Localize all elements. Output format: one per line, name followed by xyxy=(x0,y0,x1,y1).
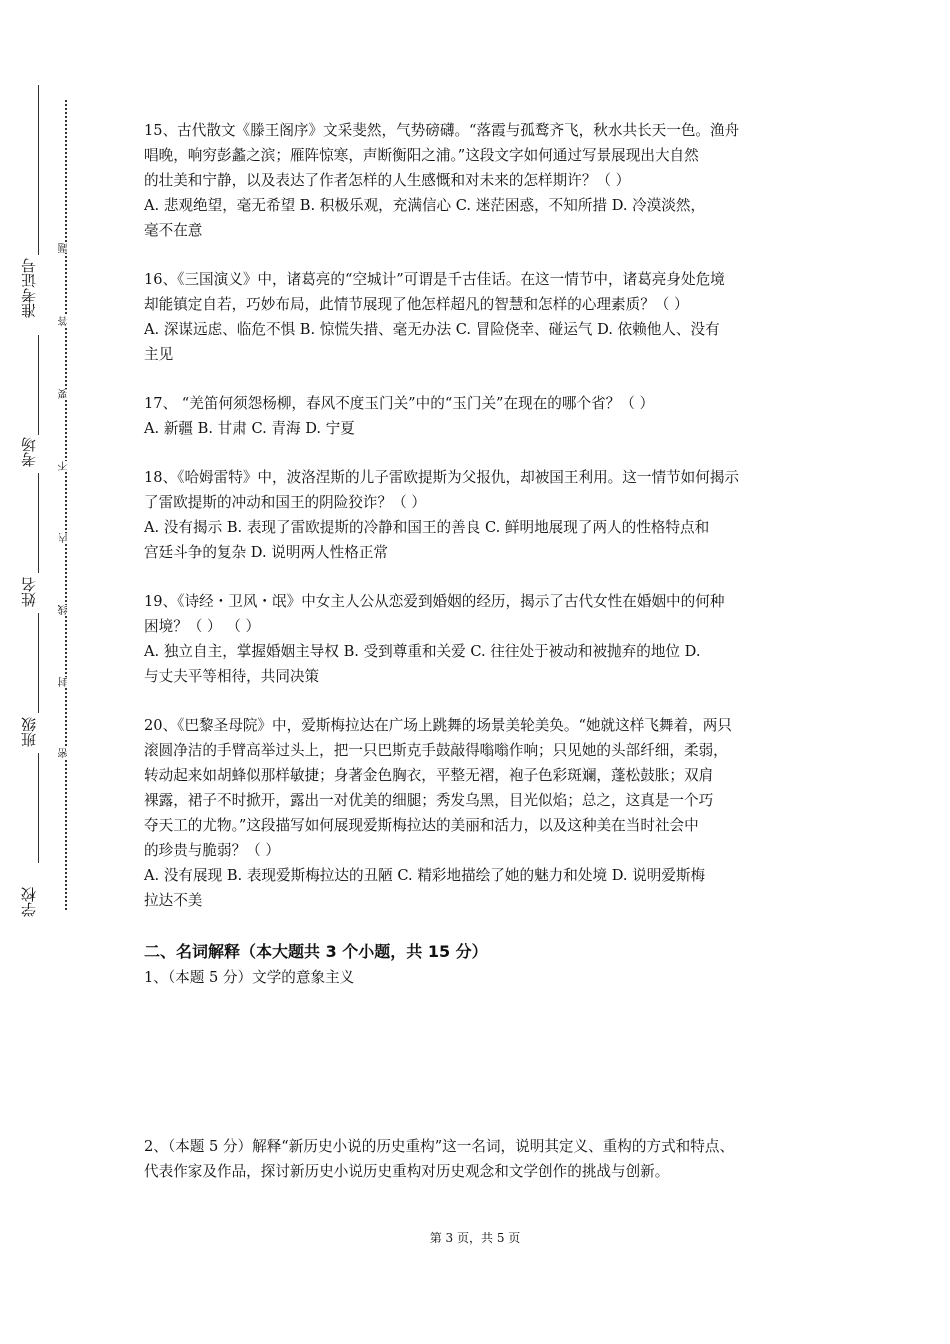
question-options: A. 深谋远虑、临危不惧 B. 惊慌失措、毫无办法 C. 冒险侥幸、碰运气 D. 依赖他人、没有 xyxy=(144,321,720,338)
field-label-exam-room: 考场 xyxy=(20,437,38,467)
term-question-2 xyxy=(144,1134,814,1184)
question-line: 17、 “羌笛何须怨杨柳，春风不度玉门关”中的“玉门关”在现在的哪个省？（ ） xyxy=(144,395,655,412)
field-label-class: 班级 xyxy=(20,717,38,747)
answer-space xyxy=(144,990,814,1134)
seal-char: 答 xyxy=(59,316,70,326)
question-line: 20、《巴黎圣母院》中，爱斯梅拉达在广场上跳舞的场景美轮美奂。“她就这样飞舞着，两只 xyxy=(144,717,732,734)
question-15 xyxy=(144,118,814,243)
question-18 xyxy=(144,465,814,565)
question-line: 的珍贵与脆弱？（ ） xyxy=(144,842,280,859)
question-options: A. 新疆 B. 甘肃 C. 青海 D. 宁夏 xyxy=(144,420,355,437)
question-17 xyxy=(144,391,814,441)
question-line: 16、《三国演义》中，诸葛亮的“空城计”可谓是千古佳话。在这一情节中，诸葛亮身处危境 xyxy=(144,271,725,288)
question-line: 19、《诗经・卫风・氓》中女主人公从恋爱到婚姻的经历，揭示了古代女性在婚姻中的何种 xyxy=(144,593,725,610)
question-line: 15、古代散文《滕王阁序》文采斐然，气势磅礴。“落霞与孤鹜齐飞，秋水共长天一色。渔舟 xyxy=(144,122,740,139)
field-label-school: 学校 xyxy=(20,887,38,917)
seal-char: 内 xyxy=(59,533,70,543)
field-label-exam-number: 准考证号 xyxy=(20,258,38,318)
question-line: 困境？（ ） （ ） xyxy=(144,618,261,635)
margin-line xyxy=(38,473,39,573)
question-options: 宫廷斗争的复杂 D. 说明两人性格正常 xyxy=(144,544,389,561)
seal-char: 不 xyxy=(59,461,70,471)
question-line: 2、（本题 5 分）解释“新历史小说的历史重构”这一名词，说明其定义、重构的方式和特点、 xyxy=(144,1138,735,1155)
question-line: 18、《哈姆雷特》中，波洛涅斯的儿子雷欧提斯为父报仇，却被国王利用。这一情节如何揭示 xyxy=(144,469,740,486)
question-options: A. 没有揭示 B. 表现了雷欧提斯的冷静和国王的善良 C. 鲜明地展现了两人的性格特点和 xyxy=(144,519,710,536)
question-line: 转动起来如胡蜂似那样敏捷；身著金色胸衣，平整无褶，袍子色彩斑斓，蓬松鼓胀；双肩 xyxy=(144,767,714,784)
exam-content xyxy=(144,118,814,1184)
question-options: 与丈夫平等相待，共同决策 xyxy=(144,668,320,685)
margin-line xyxy=(38,335,39,435)
term-question-1: 1、（本题 5 分）文学的意象主义 xyxy=(144,969,355,986)
margin-line xyxy=(38,753,39,863)
seal-char: 要 xyxy=(59,389,70,399)
seal-char: 题 xyxy=(59,243,70,253)
question-line: 裸露，裙子不时掀开，露出一对优美的细腿；秀发乌黑，目光似焰；总之，这真是一个巧 xyxy=(144,792,714,809)
question-line: 滚圆净洁的手臂高举过头上，把一只巴斯克手鼓敲得嗡嗡作响；只见她的头部纤细，柔弱， xyxy=(144,742,728,759)
question-options: 主见 xyxy=(144,346,174,363)
question-options: 毫不在意 xyxy=(144,222,203,239)
seal-char: 封 xyxy=(59,677,70,687)
seal-dotted-line xyxy=(65,100,71,910)
seal-char: 线 xyxy=(59,605,70,615)
question-options: A. 没有展现 B. 表现爱斯梅拉达的丑陋 C. 精彩地描绘了她的魅力和处境 D. 说明爱斯梅 xyxy=(144,867,706,884)
question-line: 的壮美和宁静，以及表达了作者怎样的人生感慨和对未来的怎样期许？（ ） xyxy=(144,172,631,189)
question-line: 唱晚，响穷彭蠡之滨；雁阵惊寒，声断衡阳之浦。”这段文字如何通过写景展现出大自然 xyxy=(144,147,699,164)
question-20 xyxy=(144,713,814,913)
question-options: A. 悲观绝望，毫无希望 B. 积极乐观，充满信心 C. 迷茫困惑，不知所措 D. 冷漠淡然， xyxy=(144,197,706,214)
question-options: 拉达不美 xyxy=(144,892,203,909)
seal-char: 密 xyxy=(59,748,70,758)
question-line: 了雷欧提斯的冲动和国王的阴险狡诈？（ ） xyxy=(144,494,426,511)
margin-line xyxy=(38,85,39,255)
field-label-name: 姓名 xyxy=(20,577,38,607)
section-title: 二、名词解释（本大题共 3 个小题，共 15 分） xyxy=(144,942,488,961)
question-line: 代表作家及作品，探讨新历史小说历史重构对历史观念和文学创作的挑战与创新。 xyxy=(144,1163,670,1180)
question-line: 夺天工的尤物。”这段描写如何展现爱斯梅拉达的美丽和活力，以及这种美在当时社会中 xyxy=(144,817,699,834)
question-line: 却能镇定自若，巧妙布局，此情节展现了他怎样超凡的智慧和怎样的心理素质？（ ） xyxy=(144,296,689,313)
question-16 xyxy=(144,267,814,367)
page-number: 第 3 页，共 5 页 xyxy=(429,1231,521,1245)
question-19 xyxy=(144,589,814,689)
margin-line xyxy=(38,613,39,713)
question-options: A. 独立自主，掌握婚姻主导权 B. 受到尊重和关爱 C. 往往处于被动和被抛弃的地位 D. xyxy=(144,643,701,660)
